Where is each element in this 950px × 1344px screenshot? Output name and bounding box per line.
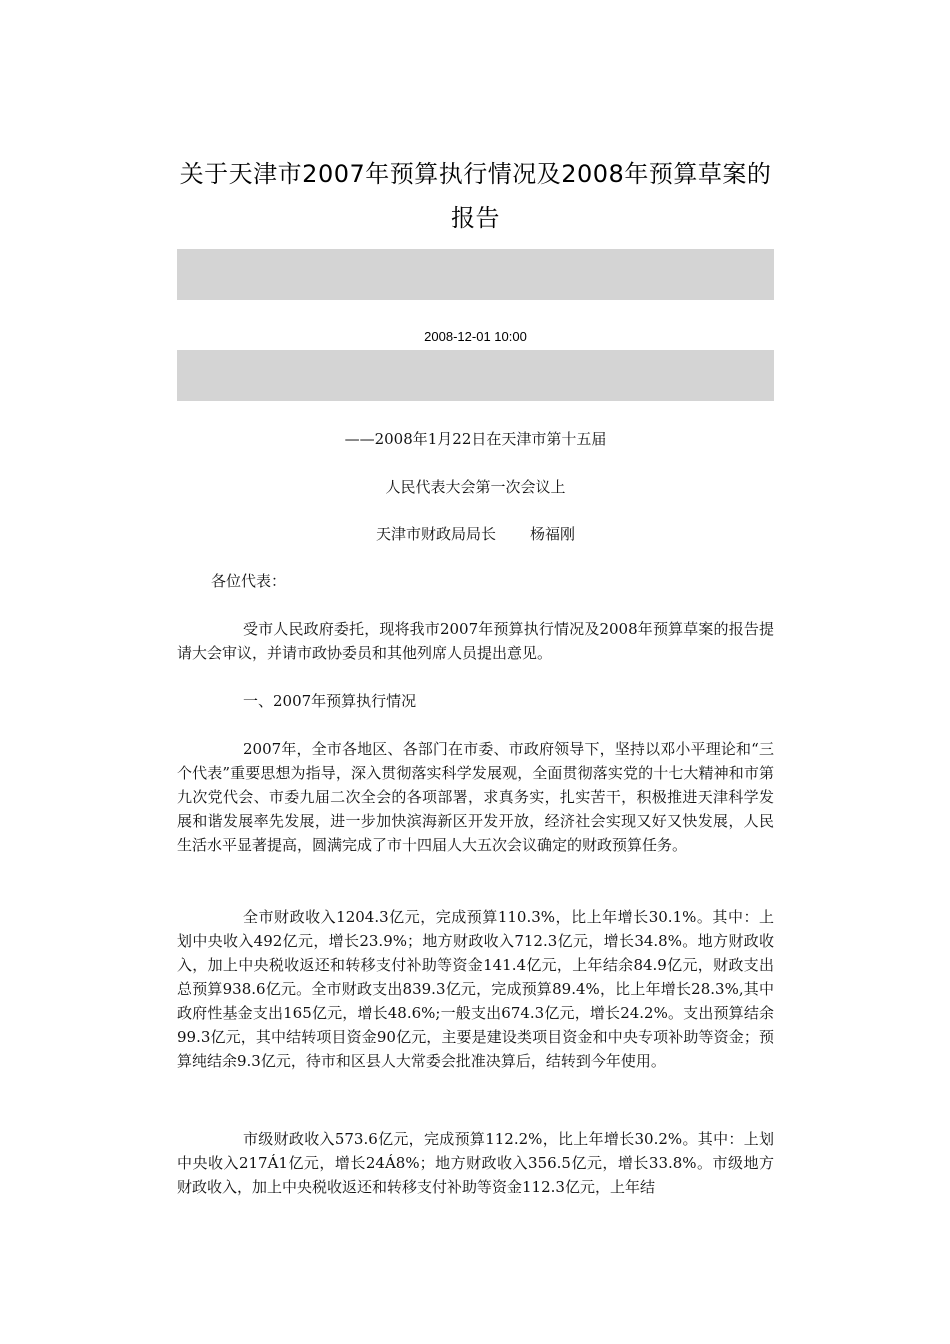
intro-paragraph: 受市人民政府委托，现将我市2007年预算执行情况及2008年预算草案的报告提请大会审议，并请市政协委员和其他列席人员提出意见。 (177, 620, 774, 662)
section-heading: 一、2007年预算执行情况 (243, 692, 417, 710)
body-paragraph: 全市财政收入1204.3亿元，完成预算110.3%，比上年增长30.1%。其中：上划中央收入492亿元，增长23.9%；地方财政收入712.3亿元，增长34.8%。地方财政收入，加上中央税收返还和转移支付补助等资金141.4亿元，上年结余84.9亿元，财政支出总预算938.6亿元。全市财政支出839.3亿元，完成预算89.4%，比上年增长28.3%,其中政府性基金支出165亿元，增长48.6%;一般支出674.3亿元，增长24.2%。支出预算结余99.3亿元，其中结转项目资金90亿元，主要是建设类项目资金和中央专项补助等资金；预算纯结余9.3亿元，待市和区县人大常委会批准决算后，结转到今年使用。 (177, 908, 774, 1070)
body-paragraph: 2007年，全市各地区、各部门在市委、市政府领导下，坚持以邓小平理论和“三个代表”重要思想为指导，深入贯彻落实科学发展观，全面贯彻落实党的十七大精神和市第九次党代会、市委九届二次全会的各项部署，求真务实，扎实苦干，积极推进天津科学发展和谐发展率先发展，进一步加快滨海新区开发开放，经济社会实现又好又快发展，人民生活水平显著提高，圆满完成了市十四届人大五次会议确定的财政预算任务。 (177, 740, 774, 854)
grey-separator-bar (177, 249, 774, 300)
body-paragraph: 市级财政收入573.6亿元，完成预算112.2%，比上年增长30.2%。其中：上划中央收入217Á1亿元，增长24Á8%；地方财政收入356.5亿元，增长33.8%。市级地方财政收入，加上中央税收返还和转移支付补助等资金112.3亿元，上年结 (177, 1130, 774, 1196)
grey-separator-bar (177, 350, 774, 401)
author-line (177, 524, 774, 544)
author-role: 天津市财政局局长 (375, 525, 496, 543)
greeting: 各位代表： (211, 572, 287, 590)
subtitle-line-2: 人民代表大会第一次会议上 (385, 478, 566, 496)
document-title: 关于天津市2007年预算执行情况及2008年预算草案的报告 (179, 160, 772, 232)
publish-date: 2008-12-01 10:00 (424, 329, 527, 344)
author-name: 杨福刚 (530, 525, 576, 543)
subtitle-line-1: ——2008年1月22日在天津市第十五届 (344, 430, 607, 448)
